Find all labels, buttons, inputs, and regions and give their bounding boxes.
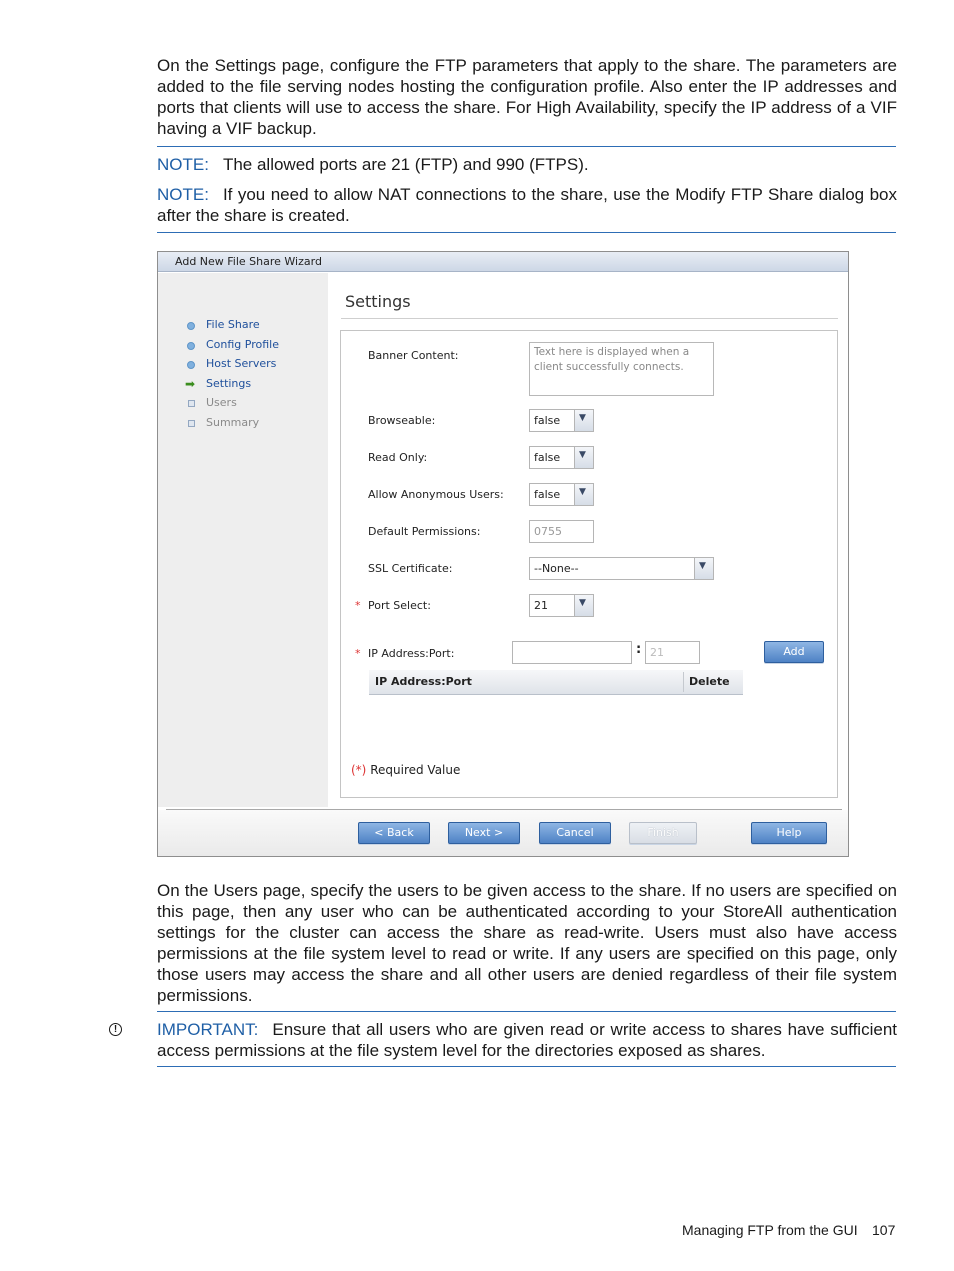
note-1-label: NOTE: bbox=[157, 155, 209, 174]
cancel-button[interactable]: Cancel bbox=[539, 822, 611, 844]
settings-heading-rule bbox=[341, 318, 838, 319]
current-step-arrow-icon: ➡ bbox=[185, 377, 196, 391]
required-asterisk: * bbox=[355, 599, 361, 612]
port-input[interactable]: 21 bbox=[645, 641, 700, 664]
warning-icon: ! bbox=[109, 1023, 122, 1036]
pending-square-icon bbox=[188, 400, 195, 407]
ip-port-table-header bbox=[369, 670, 743, 695]
pending-square-icon bbox=[188, 420, 195, 427]
browseable-label: Browseable: bbox=[368, 414, 436, 427]
ip-address-input[interactable] bbox=[512, 641, 632, 664]
port-select[interactable]: 21 ▼ bbox=[529, 594, 594, 617]
next-button[interactable]: Next > bbox=[448, 822, 520, 844]
note-2-text: If you need to allow NAT connections to the share, use the Modify FTP Share dialog box after the share is created. bbox=[157, 185, 897, 225]
chevron-down-icon: ▼ bbox=[574, 595, 593, 616]
note-divider-bottom bbox=[157, 232, 896, 233]
column-ip-address-port[interactable]: IP Address:Port bbox=[375, 675, 472, 688]
read-only-label: Read Only: bbox=[368, 451, 428, 464]
back-button[interactable]: < Back bbox=[358, 822, 430, 844]
ssl-label: SSL Certificate: bbox=[368, 562, 453, 575]
file-share-wizard bbox=[157, 251, 849, 857]
required-legend bbox=[351, 763, 460, 777]
done-bullet-icon bbox=[187, 342, 195, 350]
chevron-down-icon: ▼ bbox=[574, 447, 593, 468]
help-button[interactable]: Help bbox=[751, 822, 827, 844]
note-2-label: NOTE: bbox=[157, 185, 209, 204]
permissions-input[interactable]: 0755 bbox=[529, 520, 594, 543]
anonymous-label: Allow Anonymous Users: bbox=[368, 488, 504, 501]
banner-label: Banner Content: bbox=[368, 349, 459, 362]
note-2 bbox=[157, 184, 897, 226]
browseable-select[interactable]: false ▼ bbox=[529, 409, 594, 432]
note-1 bbox=[157, 154, 897, 175]
required-asterisk: * bbox=[355, 647, 361, 660]
port-select-label: Port Select: bbox=[368, 599, 431, 612]
important-note bbox=[157, 1019, 897, 1061]
anonymous-select[interactable]: false ▼ bbox=[529, 483, 594, 506]
ssl-select[interactable]: --None-- ▼ bbox=[529, 557, 714, 580]
finish-button: Finish bbox=[629, 822, 697, 844]
note-divider-top bbox=[157, 146, 896, 147]
banner-textarea[interactable]: Text here is displayed when a client successfully connects. bbox=[529, 342, 714, 396]
done-bullet-icon bbox=[187, 361, 195, 369]
intro-paragraph: On the Settings page, configure the FTP parameters that apply to the share. The parameters are added to the file serving nodes hosting the configuration profile. Also enter the IP addresses and ports that clients will use to access the share. For High Availability, specify the IP address of a VIF having a VIF backup. bbox=[157, 56, 897, 138]
important-text: Ensure that all users who are given read or write access to shares have sufficient access permissions at the file system level for the directories exposed as shares. bbox=[157, 1020, 897, 1060]
required-legend-mark: (*) bbox=[351, 763, 367, 777]
column-divider bbox=[683, 672, 684, 692]
users-paragraph: On the Users page, specify the users to be given access to the share. If no users are specified on this page, then any user who can be authenticated according to your StoreAll authentication settings for the cluster can access the share as read-write. Users must also have access permissions at the file system level to read or write. If any users are specified on this page, only those users may access the share and all other users are denied regardless of their file system permissions. bbox=[157, 881, 897, 1005]
ip-port-label: IP Address:Port: bbox=[368, 647, 455, 660]
done-bullet-icon bbox=[187, 322, 195, 330]
ip-port-colon: : bbox=[636, 642, 642, 657]
chevron-down-icon: ▼ bbox=[574, 484, 593, 505]
chevron-down-icon: ▼ bbox=[574, 410, 593, 431]
column-delete[interactable]: Delete bbox=[689, 675, 730, 688]
note-1-text: The allowed ports are 21 (FTP) and 990 (FTPS). bbox=[222, 155, 589, 174]
page-number: 107 bbox=[872, 1222, 896, 1238]
wizard-title: Add New File Share Wizard bbox=[158, 252, 848, 272]
important-divider-top bbox=[157, 1011, 896, 1012]
add-button[interactable]: Add bbox=[764, 641, 824, 663]
required-legend-text: Required Value bbox=[370, 763, 461, 777]
important-divider-bottom bbox=[157, 1066, 896, 1067]
important-label: IMPORTANT: bbox=[157, 1020, 259, 1039]
chevron-down-icon: ▼ bbox=[694, 558, 713, 579]
read-only-select[interactable]: false ▼ bbox=[529, 446, 594, 469]
settings-heading: Settings bbox=[345, 292, 411, 311]
footer-section-title: Managing FTP from the GUI bbox=[682, 1222, 858, 1238]
wizard-sidebar: File Share Config Profile Host Servers ➡ Settings Users Summary bbox=[158, 273, 328, 807]
permissions-label: Default Permissions: bbox=[368, 525, 481, 538]
